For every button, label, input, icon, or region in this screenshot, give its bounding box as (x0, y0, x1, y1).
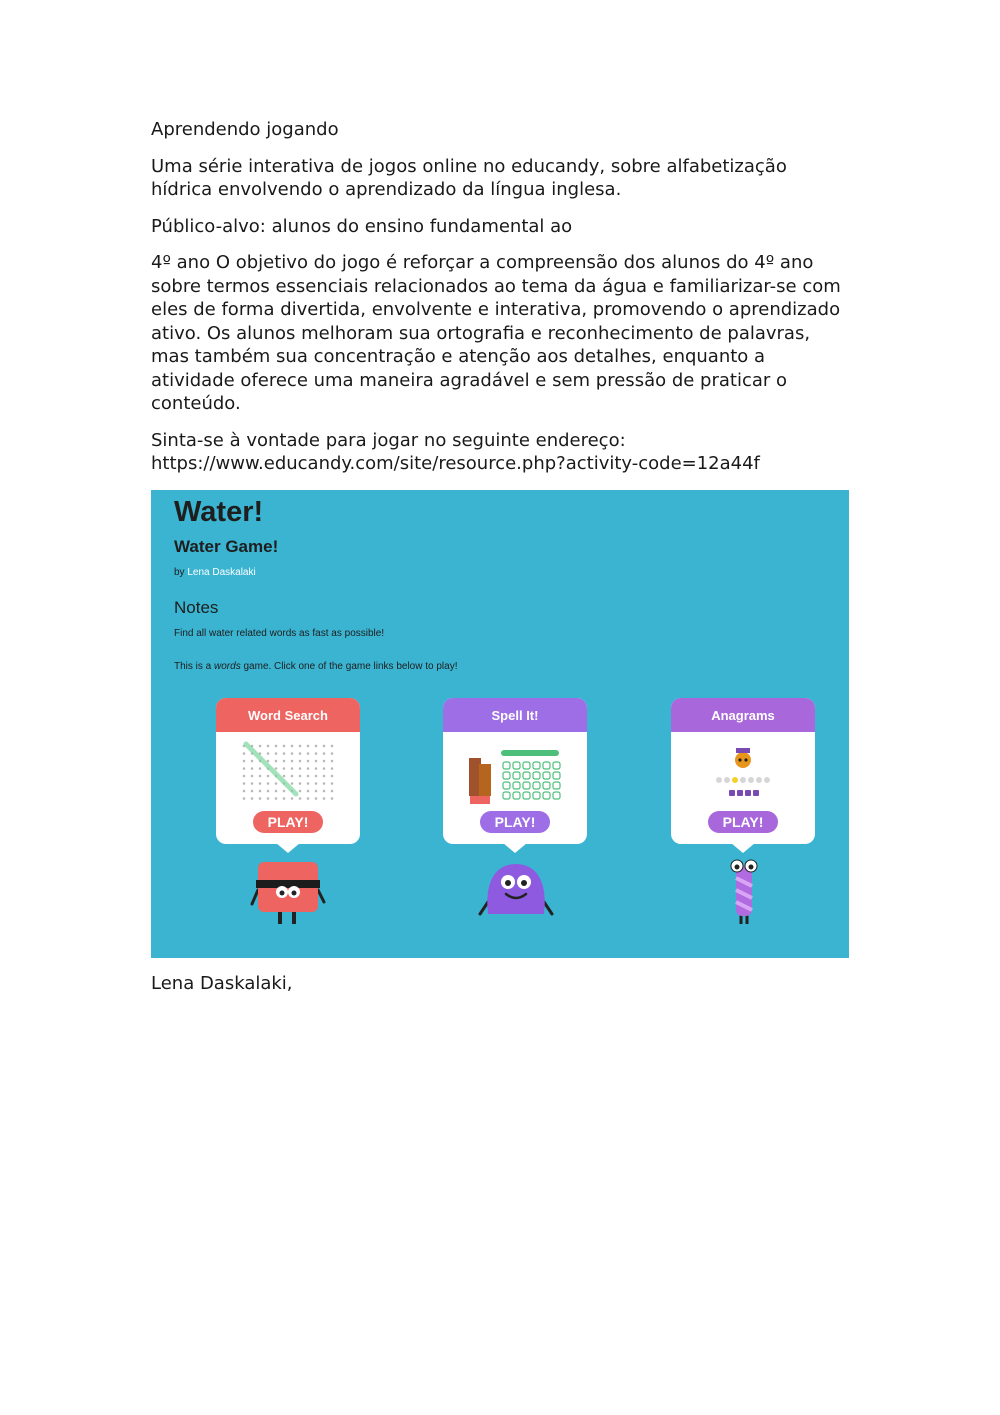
anagrams-card[interactable] (671, 698, 815, 844)
anagrams-board-icon (703, 740, 783, 806)
word-search-card[interactable] (216, 698, 360, 844)
game-subtitle: Water Game! (174, 537, 279, 556)
spell-it-card[interactable] (443, 698, 587, 844)
doc-url[interactable]: https://www.educandy.com/site/resource.php?activity-code=12a44f (151, 453, 760, 474)
note-2-em: words (214, 661, 241, 672)
doc-invite-text: Sinta-se à vontade para jogar no seguinte endereço: (151, 429, 626, 451)
doc-intro: Uma série interativa de jogos online no educandy, sobre alfabetização hídrica envolvendo o aprendizado da língua inglesa. (151, 155, 787, 200)
word-search-grid-icon (238, 740, 338, 806)
purple-blob-mascot-icon (474, 858, 558, 926)
striped-worm-mascot-icon (723, 858, 763, 926)
author-link[interactable]: Lena Daskalaki (187, 567, 256, 578)
spell-it-board-icon (461, 740, 571, 806)
anagrams-title: Anagrams (671, 698, 815, 732)
document-body (151, 118, 851, 476)
note-2 (174, 661, 457, 672)
spell-it-title: Spell It! (443, 698, 587, 732)
notes-heading: Notes (174, 598, 219, 617)
doc-signature: Lena Daskalaki, (151, 973, 293, 994)
anagrams-play-button[interactable]: PLAY! (708, 811, 778, 833)
byline-prefix: by (174, 567, 185, 578)
spell-it-play-button[interactable]: PLAY! (480, 811, 550, 833)
game-screenshot (151, 490, 849, 958)
note-2-pre: This is a (174, 661, 212, 672)
doc-objective: 4º ano O objetivo do jogo é reforçar a compreensão dos alunos do 4º ano sobre termos essenciais relacionados ao tema da água e familiarizar-se com eles de forma divertida, envolvente e interativa, promovendo o aprendizado ativo. Os alunos melhoram sua ortografia e reconhecimento de palavras, mas também sua concentração e atenção aos detalhes, enquanto a atividade oferece uma maneira agradável e sem pressão de praticar o conteúdo. (151, 252, 841, 414)
doc-title: Aprendendo jogando (151, 119, 339, 140)
note-2-post: game. Click one of the game links below to play! (243, 661, 458, 672)
game-byline (174, 567, 256, 578)
doc-audience: Público-alvo: alunos do ensino fundamental ao (151, 215, 573, 237)
note-1: Find all water related words as fast as possible! (174, 628, 385, 639)
word-search-play-button[interactable]: PLAY! (253, 811, 323, 833)
red-block-mascot-icon (248, 858, 328, 926)
game-title: Water! (174, 496, 264, 528)
doc-invite (151, 429, 851, 476)
word-search-title: Word Search (216, 698, 360, 732)
